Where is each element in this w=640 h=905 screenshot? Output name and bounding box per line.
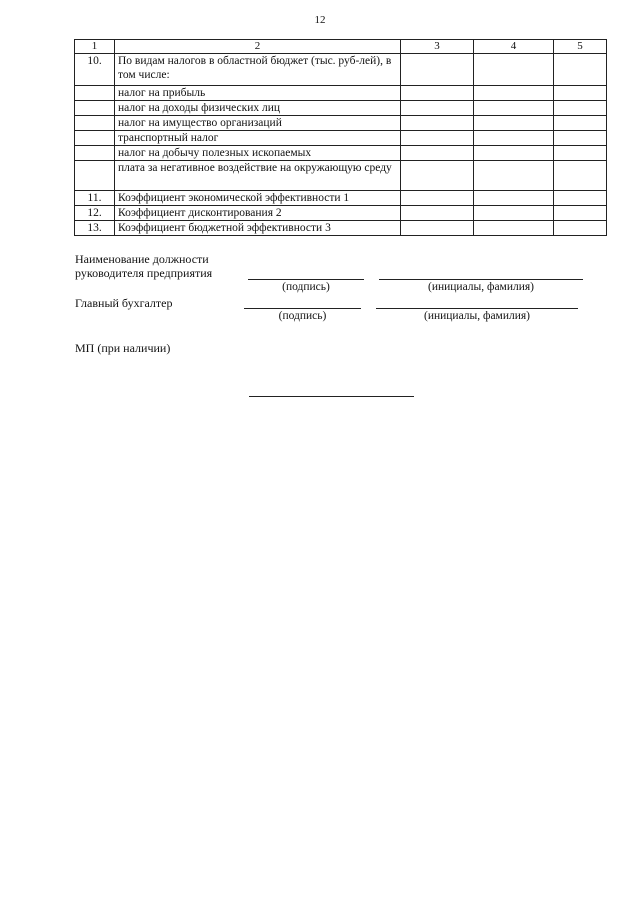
accountant-signature-line (244, 308, 361, 309)
indicators-table (74, 39, 607, 236)
head-signature-caption: (подпись) (282, 281, 330, 293)
value-cell (401, 131, 474, 146)
table-row (75, 161, 607, 191)
end-divider (249, 396, 414, 397)
value-cell (554, 161, 607, 191)
value-cell (474, 206, 554, 221)
value-cell (474, 86, 554, 101)
page-number: 12 (314, 14, 326, 26)
row-label: налог на прибыль (115, 86, 401, 101)
value-cell (554, 101, 607, 116)
column-header: 4 (474, 40, 554, 54)
head-name-line (379, 279, 583, 280)
value-cell (401, 101, 474, 116)
table-row (75, 206, 607, 221)
table-row (75, 86, 607, 101)
value-cell (474, 191, 554, 206)
row-label: налог на добычу полезных ископаемых (115, 146, 401, 161)
row-number (75, 161, 115, 191)
row-number (75, 116, 115, 131)
column-header: 1 (75, 40, 115, 54)
row-number (75, 101, 115, 116)
accountant-name-line (376, 308, 578, 309)
accountant-signature-caption: (подпись) (278, 310, 327, 322)
table-row (75, 221, 607, 236)
head-position-label (75, 252, 212, 280)
head-position-line1: Наименование должности (75, 252, 209, 266)
head-signature-line (248, 279, 364, 280)
value-cell (554, 206, 607, 221)
row-number (75, 131, 115, 146)
value-cell (554, 116, 607, 131)
row-number: 12. (75, 206, 115, 221)
row-label: налог на имущество организаций (115, 116, 401, 131)
table-row (75, 191, 607, 206)
table-header-row (75, 40, 607, 54)
accountant-name-caption: (инициалы, фамилия) (423, 310, 531, 322)
value-cell (474, 161, 554, 191)
table-row (75, 54, 607, 86)
value-cell (554, 131, 607, 146)
value-cell (554, 191, 607, 206)
value-cell (401, 191, 474, 206)
value-cell (401, 86, 474, 101)
row-label: транспортный налог (115, 131, 401, 146)
stamp-label: МП (при наличии) (75, 341, 171, 355)
value-cell (554, 54, 607, 86)
table-row (75, 146, 607, 161)
value-cell (554, 86, 607, 101)
row-label: По видам налогов в областной бюджет (тыс. руб-лей), в том числе: (115, 54, 401, 86)
row-label: Коэффициент дисконтирования 2 (115, 206, 401, 221)
value-cell (474, 54, 554, 86)
value-cell (554, 221, 607, 236)
column-header: 5 (554, 40, 607, 54)
row-number (75, 86, 115, 101)
value-cell (401, 116, 474, 131)
value-cell (474, 101, 554, 116)
row-number: 10. (75, 54, 115, 86)
table-row (75, 131, 607, 146)
table-row (75, 116, 607, 131)
value-cell (554, 146, 607, 161)
accountant-label: Главный бухгалтер (75, 296, 173, 310)
row-label: налог на доходы физических лиц (115, 101, 401, 116)
value-cell (474, 116, 554, 131)
row-number (75, 146, 115, 161)
table-row (75, 101, 607, 116)
row-number: 11. (75, 191, 115, 206)
row-label: Коэффициент бюджетной эффективности 3 (115, 221, 401, 236)
row-label: плата за негативное воздействие на окружающую среду (115, 161, 401, 191)
head-position-line2: руководителя предприятия (75, 266, 213, 280)
value-cell (401, 146, 474, 161)
column-header: 2 (115, 40, 401, 54)
row-label: Коэффициент экономической эффективности 1 (115, 191, 401, 206)
value-cell (401, 161, 474, 191)
column-header: 3 (401, 40, 474, 54)
value-cell (474, 221, 554, 236)
value-cell (474, 146, 554, 161)
row-number: 13. (75, 221, 115, 236)
head-name-caption: (инициалы, фамилия) (427, 281, 535, 293)
value-cell (401, 54, 474, 86)
value-cell (474, 131, 554, 146)
value-cell (401, 221, 474, 236)
value-cell (401, 206, 474, 221)
